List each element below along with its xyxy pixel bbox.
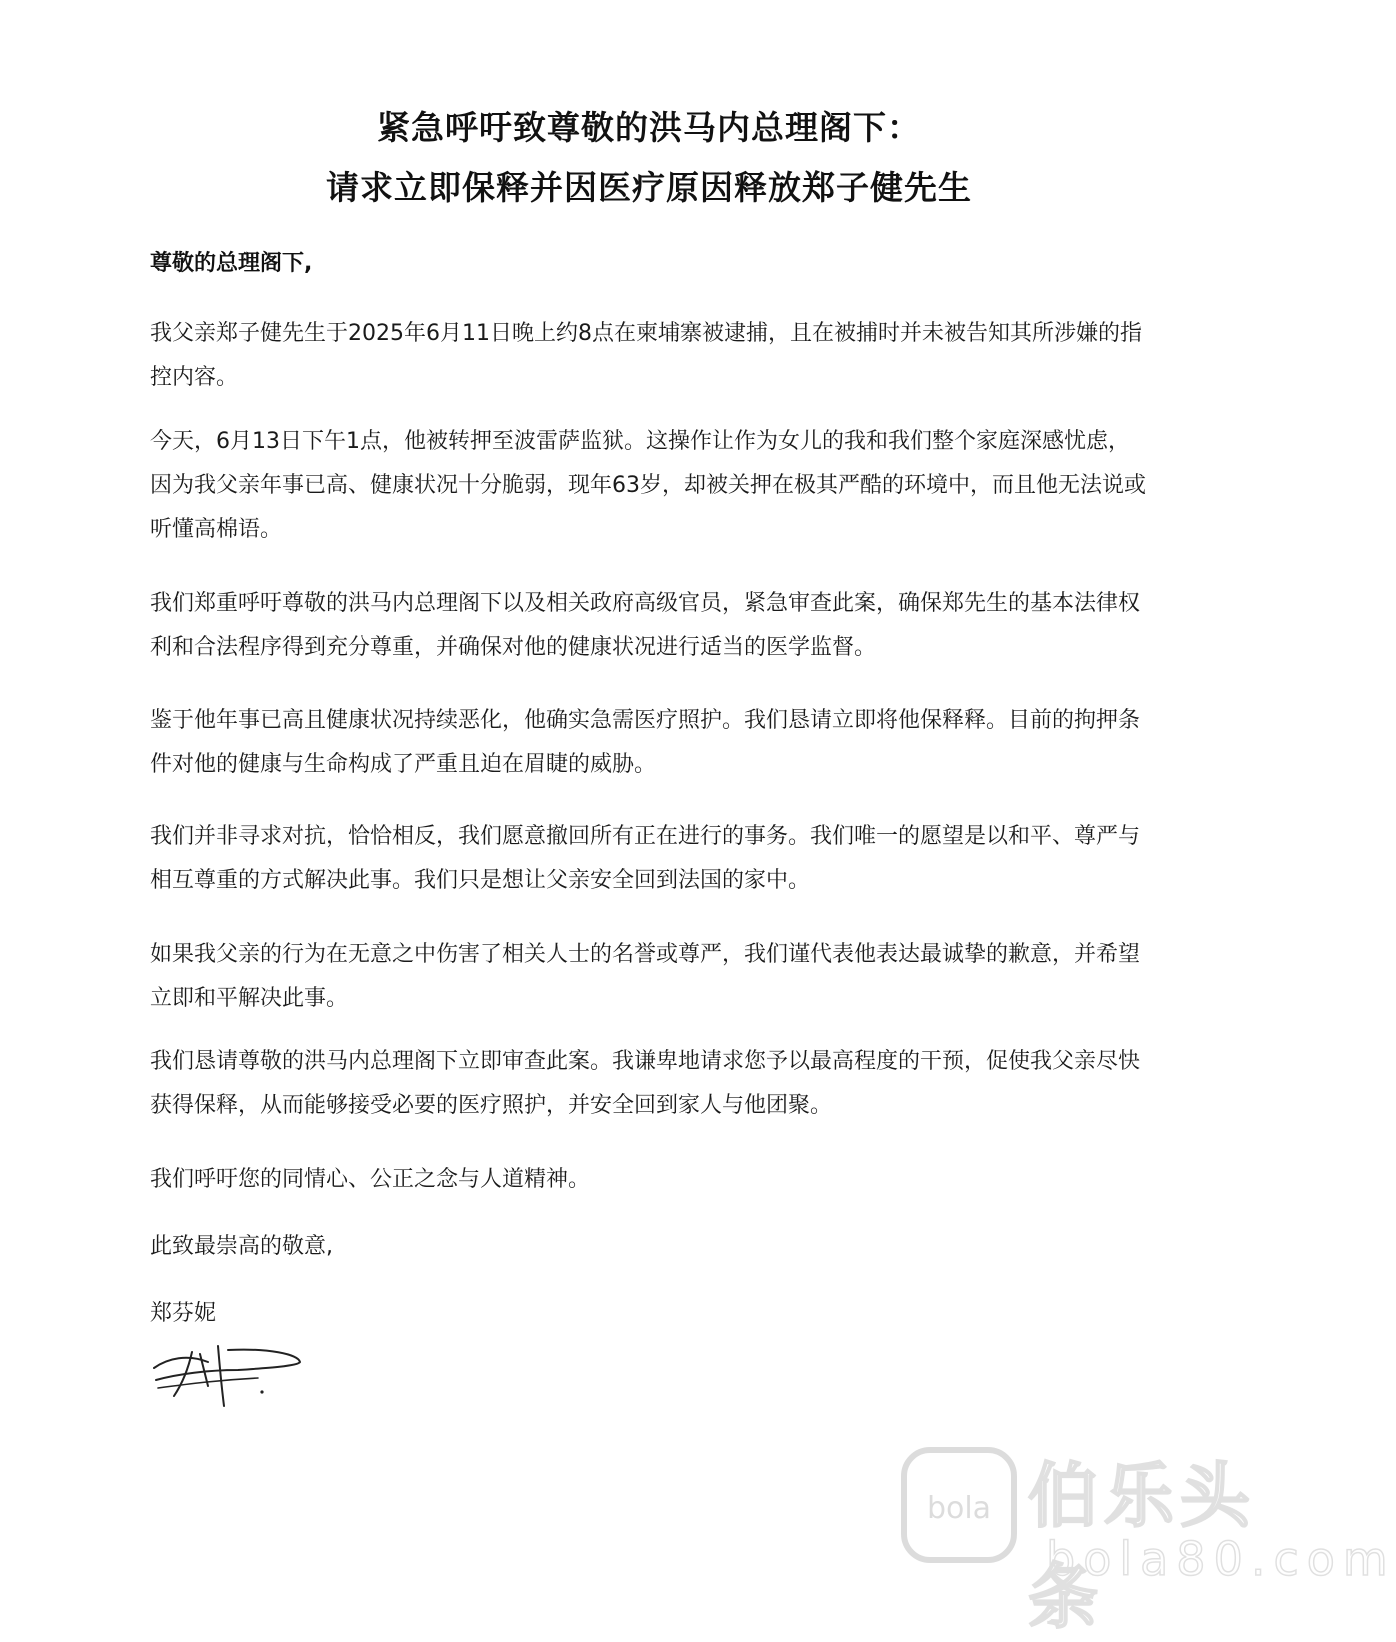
watermark-url: bola80.com [1046,1532,1396,1586]
letter-paragraph: 我父亲郑子健先生于2025年6月11日晚上约8点在柬埔寨被逮捕，且在被捕时并未被告知其所涉嫌的指控内容。 [150,321,1142,390]
bola-logo-icon [900,1446,1018,1564]
handwritten-signature [148,1340,308,1415]
letter-title-line2: 请求立即保释并因医疗原因释放郑子健先生 [326,168,972,207]
letter-paragraph: 鉴于他年事已高且健康状况持续恶化，他确实急需医疗照护。我们恳请立即将他保释释。目前的拘押条件对他的健康与生命构成了严重且迫在眉睫的威胁。 [150,708,1141,777]
letter-paragraph: 如果我父亲的行为在无意之中伤害了相关人士的名誉或尊严，我们谨代表他表达最诚挚的歉意，并希望立即和平解决此事。 [150,942,1141,1011]
svg-text:bola: bola [926,1491,992,1526]
letter-closing: 此致最崇高的敬意, [150,1234,333,1259]
letter-paragraph: 我们呼吁您的同情心、公正之念与人道精神。 [150,1167,591,1192]
letter-paragraph: 我们并非寻求对抗，恰恰相反，我们愿意撤回所有正在进行的事务。我们唯一的愿望是以和平、尊严与相互尊重的方式解决此事。我们只是想让父亲安全回到法国的家中。 [150,824,1141,893]
letter-title-line1: 紧急呼吁致尊敬的洪马内总理阁下： [377,108,921,147]
letter-paragraph: 我们恳请尊敬的洪马内总理阁下立即审查此案。我谦卑地请求您予以最高程度的干预，促使我父亲尽快获得保释，从而能够接受必要的医疗照护，并安全回到家人与他团聚。 [150,1049,1141,1118]
letter-paragraph: 今天，6月13日下午1点，他被转押至波雷萨监狱。这操作让作为女儿的我和我们整个家庭深感忧虑，因为我父亲年事已高、健康状况十分脆弱，现年63岁，却被关押在极其严酷的环境中，而且他无法说或听懂高棉语。 [150,429,1146,542]
watermark [900,1440,1396,1638]
watermark-name: 伯乐头条 [1028,1455,1256,1638]
letter-salutation: 尊敬的总理阁下, [150,251,313,276]
signer-name: 郑芬妮 [150,1301,217,1326]
letter-paragraph: 我们郑重呼吁尊敬的洪马内总理阁下以及相关政府高级官员，紧急审查此案，确保郑先生的基本法律权利和合法程序得到充分尊重，并确保对他的健康状况进行适当的医学监督。 [150,591,1141,660]
